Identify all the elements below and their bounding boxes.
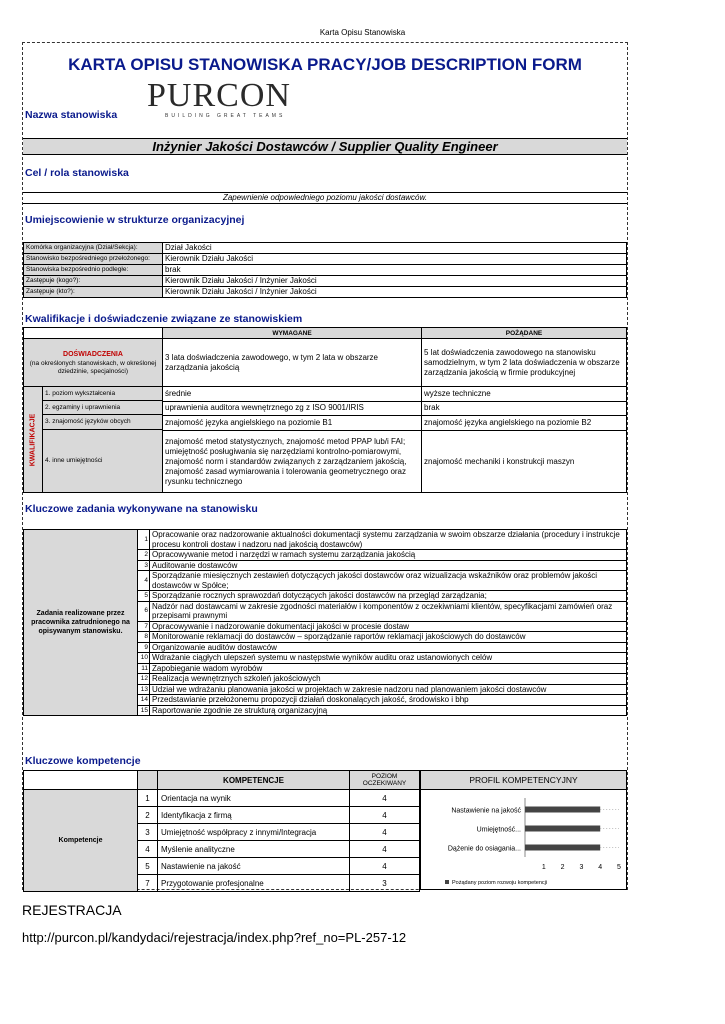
org-row-value: brak [163, 265, 627, 276]
competency-number: 3 [138, 824, 158, 841]
task-text: Przedstawianie przełożonemu propozycji działań doskonalących jakość, środowisko i bhp [150, 695, 627, 706]
org-row-value: Kierownik Działu Jakości [163, 254, 627, 265]
task-text: Organizowanie auditów dostawców [150, 642, 627, 653]
task-number: 10 [138, 653, 150, 664]
task-number: 4 [138, 571, 150, 591]
qual-side-label: KWALIFIKACJE [29, 413, 36, 466]
competency-level: 4 [350, 841, 420, 858]
comp-side-label: Kompetencje [24, 790, 138, 892]
competency-number: 4 [138, 841, 158, 858]
task-number: 15 [138, 705, 150, 716]
task-text: Auditowanie dostawców [150, 560, 627, 571]
task-text: Raportowanie zgodnie ze strukturą organizacyjną [150, 705, 627, 716]
qual-key: 1. poziom wykształcenia [42, 387, 162, 401]
competency-level: 3 [350, 875, 420, 892]
tasks-side-label: Zadania realizowane przez pracownika zatrudnionego na opisywanym stanowisku. [24, 530, 138, 716]
qual-required: znajomość języka angielskiego na poziomie B1 [163, 416, 422, 431]
qual-desired: znajomość języka angielskiego na poziomie B2 [422, 416, 627, 431]
competency-number: 5 [138, 858, 158, 875]
task-text: Zapobieganie wadom wyrobów [150, 663, 627, 674]
competency-name: Przygotowanie profesjonalne [158, 875, 350, 892]
competency-number: 2 [138, 807, 158, 824]
task-number: 6 [138, 601, 150, 621]
chart-bar [525, 807, 600, 813]
org-row [24, 287, 627, 298]
qual-key-list [42, 387, 162, 492]
qual-key: 2. egzaminy i uprawnienia [42, 401, 162, 415]
task-text: Wdrażanie ciągłych ulepszeń systemu w następstwie wyników auditu oraz ustanowionych celów [150, 653, 627, 664]
chart-legend-label: Pożądany poziom rozwoju kompetencji [452, 880, 548, 886]
competency-name: Nastawienie na jakość [158, 858, 350, 875]
chart-category-label: Umiejętność... [476, 826, 521, 834]
task-text: Sporządzanie miesięcznych zestawień dotyczących jakości dostawców oraz wizualizacja wskaźników oraz problemów jakości dostawców w Spółce; [150, 571, 627, 591]
chart-x-tick-label: 5 [617, 864, 621, 871]
position-title: Inżynier Jakości Dostawców / Supplier Quality Engineer [23, 138, 627, 155]
goal-text: Zapewnienie odpowiedniego poziomu jakości dostawców. [23, 192, 627, 204]
competency-name: Identyfikacja z firmą [158, 807, 350, 824]
qual-table [23, 327, 627, 493]
chart-title: PROFIL KOMPETENCYJNY [421, 771, 626, 790]
qual-desired: znajomość mechaniki i konstrukcji maszyn [422, 431, 627, 493]
qual-required: znajomość metod statystycznych, znajomość metod PPAP lub/i FAI; umiejętność posługiwania się narzędziami kontrolno-pomiarowymi, znajomość norm i standardów związanych z zarządzaniem jakością, znajomość zasad wymiarowania i tolerowania geometrycznego oraz rysunku technicznego [163, 431, 422, 493]
task-text: Opracowywanie i nadzorowanie dokumentacji jakości w procesie dostaw [150, 621, 627, 632]
competency-level: 4 [350, 824, 420, 841]
qual-desired: brak [422, 401, 627, 416]
chart-bar [525, 845, 600, 851]
qual-side-cell [24, 387, 163, 493]
comp-empty-header [24, 771, 138, 790]
task-text: Sporządzanie rocznych sprawozdań dotyczących jakości dostawców na przegląd zarządzania; [150, 591, 627, 602]
form-frame [22, 42, 628, 890]
chart-category-label: Dążenie do osiagania... [447, 845, 521, 853]
task-text: Opracowanie oraz nadzorowanie aktualności dokumentacji systemu zarządzania w swoim obszarze działania (procedury i instrukcje procesu kontroli dostaw i nadzoru nad jakością dostawców) [150, 530, 627, 550]
task-number: 5 [138, 591, 150, 602]
org-row-value: Kierownik Działu Jakości / Inżynier Jakości [163, 276, 627, 287]
org-row-key: Stanowiska bezpośrednio podległe: [24, 265, 163, 276]
org-row-key: Komórka organizacyjna (Dział/Sekcja): [24, 243, 163, 254]
competency-row [24, 790, 420, 807]
org-row-key: Zastępuje (kogo?): [24, 276, 163, 287]
competencies-table [23, 770, 420, 892]
org-table [23, 242, 627, 298]
task-row [24, 530, 627, 550]
qual-side-label-wrap [24, 387, 42, 492]
competency-name: Orientacja na wynik [158, 790, 350, 807]
task-number: 14 [138, 695, 150, 706]
task-number: 12 [138, 674, 150, 685]
task-text: Udział we wdrażaniu planowania jakości w projektach w zakresie nadzoru nad planowaniem jakości dostawców [150, 684, 627, 695]
comp-col-level: POZIOM OCZEKIWANY [350, 771, 420, 790]
task-number: 7 [138, 621, 150, 632]
experience-subtitle: (na określonych stanowiskach, w określonej dziedzinie, specjalności) [29, 359, 157, 375]
experience-label-cell [24, 339, 163, 387]
chart-x-tick-label: 2 [560, 864, 565, 871]
goal-label: Cel / rola stanowiska [25, 167, 129, 179]
chart-x-tick-label: 4 [598, 864, 603, 871]
logo-tagline: BUILDING GREAT TEAMS [165, 113, 286, 119]
org-row-value: Dział Jakości [163, 243, 627, 254]
position-label: Nazwa stanowiska [25, 109, 118, 121]
competency-level: 4 [350, 790, 420, 807]
chart-x-tick-label: 1 [541, 864, 546, 871]
task-text: Nadzór nad dostawcami w zakresie zgodności materiałów i komponentów z oczekiwniami klientów, specyfikacjami zamówień oraz przepisami prawnymi [150, 601, 627, 621]
qual-required: uprawnienia auditora wewnętrznego zg z ISO 9001/IRIS [163, 401, 422, 416]
qual-required: średnie [163, 387, 422, 402]
org-row [24, 254, 627, 265]
competency-name: Myślenie analityczne [158, 841, 350, 858]
org-row [24, 276, 627, 287]
org-row [24, 265, 627, 276]
competency-number: 1 [138, 790, 158, 807]
qual-desired: wyższe techniczne [422, 387, 627, 402]
org-row-key: Zastępuje (kto?): [24, 287, 163, 298]
qual-key: 3. znajomość języków obcych [42, 415, 162, 430]
company-logo [147, 79, 297, 127]
task-number: 9 [138, 642, 150, 653]
task-text: Realizacja wewnętrznych szkoleń jakościowych [150, 674, 627, 685]
comp-col-name: KOMPETENCJE [158, 771, 350, 790]
chart-bar [525, 826, 600, 832]
chart-legend-swatch [445, 880, 449, 884]
comp-num-header [138, 771, 158, 790]
task-text: Opracowywanie metod i narzędzi w ramach systemu zarządzania jakością [150, 550, 627, 561]
experience-title: DOŚWIADCZENIA [63, 350, 123, 358]
registration-label: REJESTRACJA [22, 902, 122, 918]
qual-label: Kwalifikacje i doświadczenie związane ze stanowiskiem [25, 313, 303, 325]
task-number: 1 [138, 530, 150, 550]
org-row [24, 243, 627, 254]
form-title: KARTA OPISU STANOWISKA PRACY/JOB DESCRIPTION FORM [68, 55, 582, 74]
competency-number: 7 [138, 875, 158, 892]
chart-category-label: Nastawienie na jakość [451, 807, 521, 815]
qual-col-required: WYMAGANE [163, 328, 422, 339]
org-label: Umiejscowienie w strukturze organizacyjnej [25, 214, 245, 226]
experience-required: 3 lata doświadczenia zawodowego, w tym 2 lata w obszarze zarządzania jakością [163, 339, 422, 387]
competency-level: 4 [350, 807, 420, 824]
qual-key: 4. inne umiejętności [42, 430, 162, 492]
org-row-key: Stanowisko bezpośredniego przełożonego: [24, 254, 163, 265]
qual-empty-header [24, 328, 163, 339]
chart-x-tick-label: 3 [579, 864, 584, 871]
task-number: 13 [138, 684, 150, 695]
competency-level: 4 [350, 858, 420, 875]
org-row-value: Kierownik Działu Jakości / Inżynier Jakości [163, 287, 627, 298]
registration-link[interactable]: http://purcon.pl/kandydaci/rejestracja/index.php?ref_no=PL-257-12 [22, 930, 407, 945]
tasks-label: Kluczowe zadania wykonywane na stanowisku [25, 503, 258, 515]
running-header: Karta Opisu Stanowiska [319, 28, 406, 37]
task-number: 2 [138, 550, 150, 561]
competencies-label: Kluczowe kompetencje [25, 755, 141, 767]
task-number: 8 [138, 632, 150, 643]
task-text: Monitorowanie reklamacji do dostawców – sporządzanie raportów reklamacji jakościowych do dostawców [150, 632, 627, 643]
tasks-table [23, 529, 627, 716]
chart-svg [421, 790, 626, 889]
qual-col-desired: POŻĄDANE [422, 328, 627, 339]
competency-name: Umiejętność współpracy z innymi/Integracja [158, 824, 350, 841]
logo-name: PURCON [147, 77, 291, 114]
experience-desired: 5 lat doświadczenia zawodowego na stanowisku samodzielnym, w tym 2 lata doświadczenia w obszarze zarządzania jakością w firmie produkcyjnej [422, 339, 627, 387]
task-number: 3 [138, 560, 150, 571]
task-number: 11 [138, 663, 150, 674]
competency-profile-chart [420, 770, 627, 890]
